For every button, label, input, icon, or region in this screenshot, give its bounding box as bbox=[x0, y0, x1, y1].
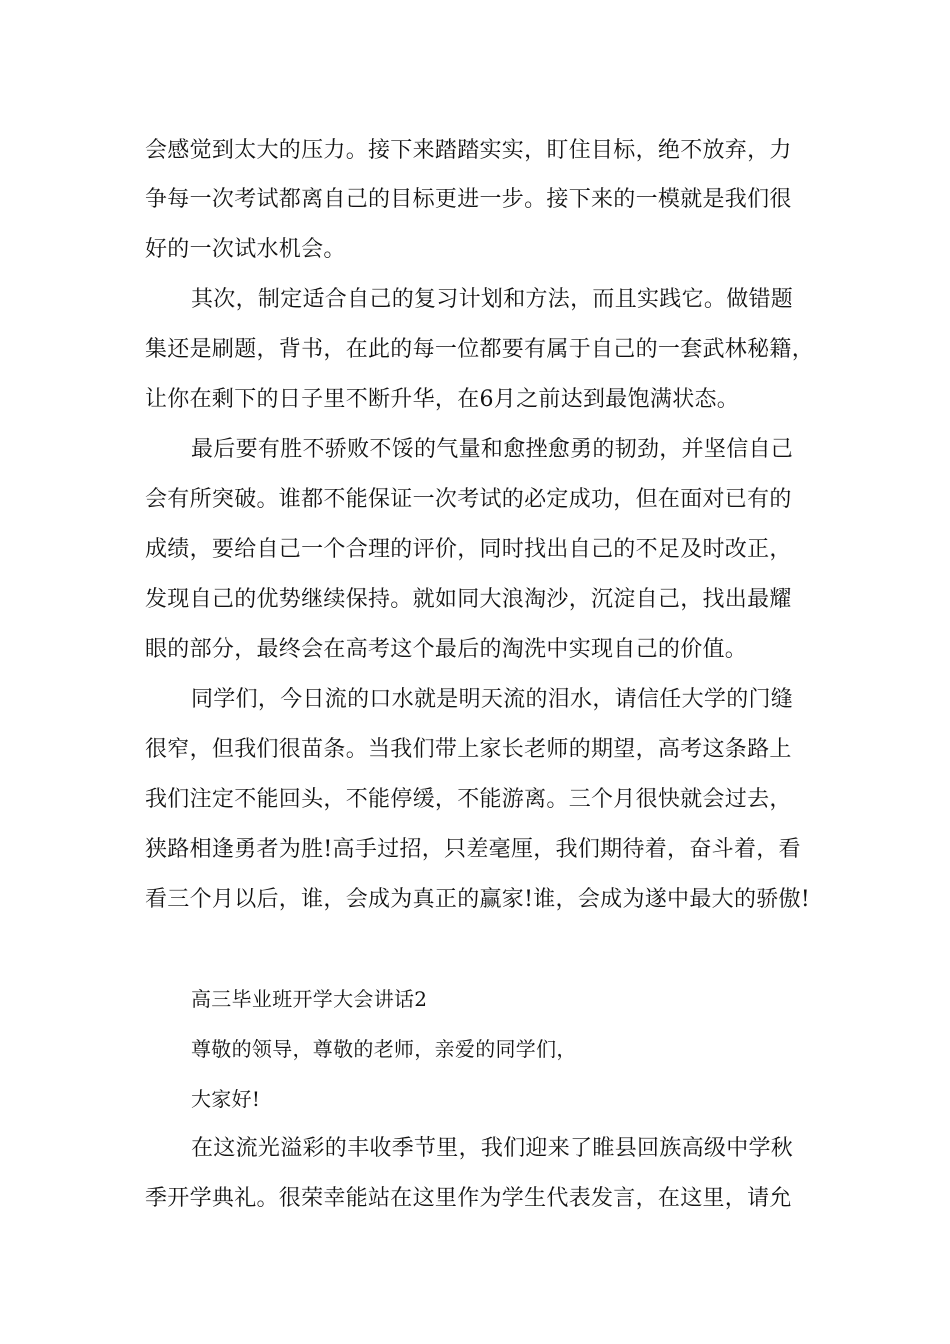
paragraph-4-line-5: 看三个月以后，谁，会成为真正的赢家!谁，会成为遂中最大的骄傲! bbox=[145, 887, 810, 912]
paragraph-4-line-2: 很窄，但我们很苗条。当我们带上家长老师的期望，高考这条路上 bbox=[145, 737, 792, 762]
paragraph-3-line-1: 最后要有胜不骄败不馁的气量和愈挫愈勇的韧劲，并坚信自己 bbox=[191, 437, 794, 462]
paragraph-3-line-2: 会有所突破。谁都不能保证一次考试的必定成功，但在面对已有的 bbox=[145, 487, 792, 512]
paragraph-3-line-5: 眼的部分，最终会在高考这个最后的淘洗中实现自己的价值。 bbox=[145, 637, 748, 662]
final-paragraph-line-2: 季开学典礼。很荣幸能站在这里作为学生代表发言，在这里，请允 bbox=[145, 1186, 792, 1211]
paragraph-1-line-3: 好的一次试水机会。 bbox=[145, 237, 346, 262]
paragraph-2-line-3: 让你在剩下的日子里不断升华，在6月之前达到最饱满状态。 bbox=[145, 387, 740, 412]
paragraph-3-line-4: 发现自己的优势继续保持。就如同大浪淘沙，沉淀自己，找出最耀 bbox=[145, 587, 792, 612]
paragraph-2-line-2: 集还是刷题，背书，在此的每一位都要有属于自己的一套武林秘籍， bbox=[145, 337, 815, 362]
paragraph-4-line-1: 同学们，今日流的口水就是明天流的泪水，请信任大学的门缝 bbox=[191, 687, 794, 712]
paragraph-2-line-1: 其次，制定适合自己的复习计划和方法，而且实践它。做错题 bbox=[191, 287, 794, 312]
final-paragraph-line-1: 在这流光溢彩的丰收季节里，我们迎来了睢县回族高级中学秋 bbox=[191, 1136, 794, 1161]
section-title: 高三毕业班开学大会讲话2 bbox=[191, 987, 428, 1011]
paragraph-1-line-1: 会感觉到太大的压力。接下来踏踏实实，盯住目标，绝不放弃，力 bbox=[145, 138, 792, 163]
paragraph-3-line-3: 成绩，要给自己一个合理的评价，同时找出自己的不足及时改正， bbox=[145, 537, 792, 562]
paragraph-1-line-2: 争每一次考试都离自己的目标更进一步。接下来的一模就是我们很 bbox=[145, 187, 792, 212]
salutation: 尊敬的领导，尊敬的老师，亲爱的同学们， bbox=[191, 1037, 577, 1061]
paragraph-4-line-3: 我们注定不能回头，不能停缓，不能游离。三个月很快就会过去， bbox=[145, 787, 792, 812]
paragraph-4-line-4: 狭路相逢勇者为胜!高手过招，只差毫厘，我们期待着，奋斗着，看 bbox=[145, 837, 801, 862]
greeting: 大家好! bbox=[191, 1087, 261, 1111]
